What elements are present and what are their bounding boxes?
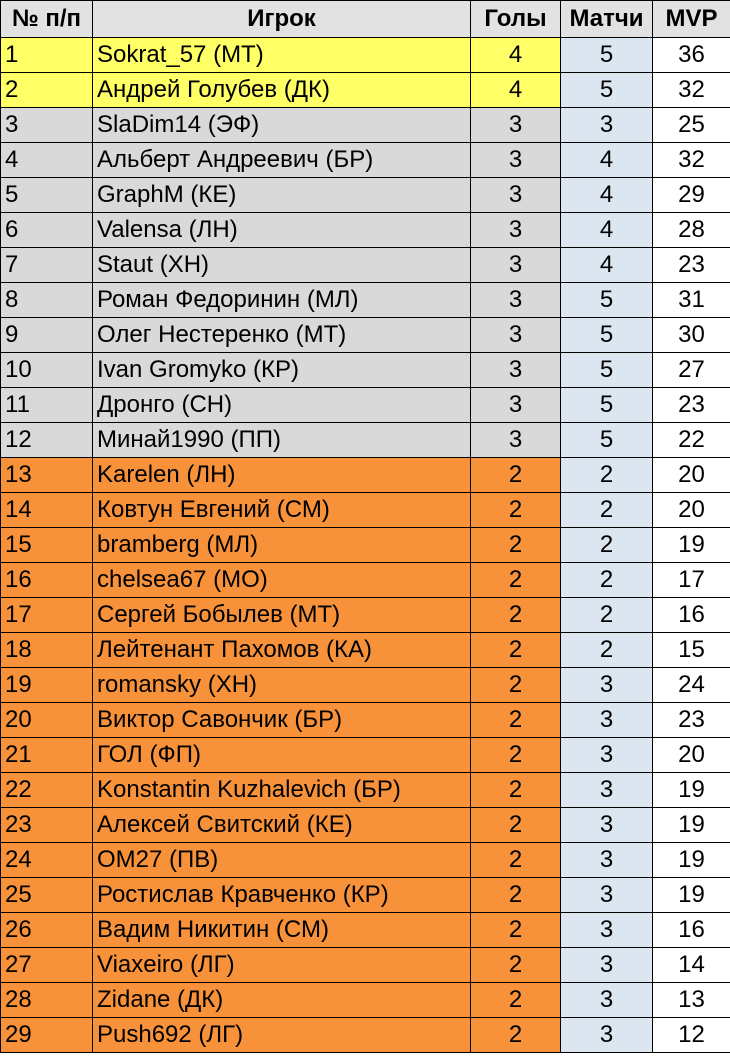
cell-num: 22 [1,773,93,808]
cell-num: 21 [1,738,93,773]
cell-num: 13 [1,458,93,493]
cell-matches: 3 [561,808,653,843]
cell-num: 20 [1,703,93,738]
table-row [1,178,730,213]
cell-matches: 2 [561,563,653,598]
header-mvp: MVP [653,1,730,38]
header-matches: Матчи [561,1,653,38]
cell-mvp: 27 [653,353,730,388]
table-row [1,668,730,703]
cell-matches: 5 [561,73,653,108]
cell-goals: 3 [471,283,561,318]
cell-matches: 3 [561,773,653,808]
cell-num: 12 [1,423,93,458]
cell-player: ГОЛ (ФП) [93,738,471,773]
cell-player: Дронго (СН) [93,388,471,423]
table-row [1,213,730,248]
cell-matches: 3 [561,983,653,1018]
cell-num: 27 [1,948,93,983]
cell-player: Viaxeiro (ЛГ) [93,948,471,983]
table-row [1,38,730,73]
cell-matches: 3 [561,703,653,738]
cell-mvp: 30 [653,318,730,353]
cell-matches: 5 [561,38,653,73]
cell-num: 3 [1,108,93,143]
cell-mvp: 19 [653,843,730,878]
table-row [1,388,730,423]
cell-mvp: 19 [653,808,730,843]
cell-mvp: 23 [653,388,730,423]
cell-matches: 2 [561,528,653,563]
cell-player: chelsea67 (МО) [93,563,471,598]
cell-player: SlaDim14 (ЭФ) [93,108,471,143]
cell-goals: 2 [471,843,561,878]
cell-player: Альберт Андреевич (БР) [93,143,471,178]
cell-num: 7 [1,248,93,283]
cell-mvp: 23 [653,703,730,738]
cell-player: Konstantin Kuzhalevich (БР) [93,773,471,808]
cell-num: 2 [1,73,93,108]
header-goals: Голы [471,1,561,38]
cell-num: 19 [1,668,93,703]
cell-player: romansky (ХН) [93,668,471,703]
cell-player: Karelen (ЛН) [93,458,471,493]
cell-player: Вадим Никитин (СМ) [93,913,471,948]
cell-num: 10 [1,353,93,388]
table-row [1,808,730,843]
table-row [1,948,730,983]
table-row [1,528,730,563]
cell-player: GraphM (КЕ) [93,178,471,213]
table-row [1,773,730,808]
table-row [1,493,730,528]
cell-player: Роман Федоринин (МЛ) [93,283,471,318]
cell-player: Staut (ХН) [93,248,471,283]
table-row [1,1018,730,1053]
cell-player: Zidane (ДК) [93,983,471,1018]
table-header [1,1,730,38]
cell-mvp: 19 [653,878,730,913]
table-row [1,283,730,318]
cell-mvp: 24 [653,668,730,703]
cell-matches: 3 [561,1018,653,1053]
table-row [1,353,730,388]
cell-goals: 4 [471,38,561,73]
cell-goals: 2 [471,808,561,843]
cell-mvp: 20 [653,458,730,493]
table-row [1,703,730,738]
cell-goals: 2 [471,493,561,528]
cell-matches: 5 [561,318,653,353]
table-row [1,143,730,178]
cell-player: Минай1990 (ПП) [93,423,471,458]
cell-num: 5 [1,178,93,213]
table-row [1,983,730,1018]
cell-mvp: 14 [653,948,730,983]
table-body [1,38,730,1053]
cell-player: bramberg (МЛ) [93,528,471,563]
cell-num: 29 [1,1018,93,1053]
cell-goals: 2 [471,703,561,738]
cell-num: 26 [1,913,93,948]
cell-num: 9 [1,318,93,353]
cell-mvp: 29 [653,178,730,213]
cell-goals: 2 [471,983,561,1018]
cell-matches: 3 [561,738,653,773]
cell-matches: 3 [561,668,653,703]
cell-num: 1 [1,38,93,73]
table-row [1,843,730,878]
cell-num: 4 [1,143,93,178]
cell-mvp: 19 [653,773,730,808]
cell-matches: 5 [561,283,653,318]
cell-num: 23 [1,808,93,843]
cell-mvp: 20 [653,738,730,773]
cell-mvp: 20 [653,493,730,528]
table-row [1,598,730,633]
cell-goals: 2 [471,773,561,808]
cell-mvp: 12 [653,1018,730,1053]
cell-goals: 3 [471,143,561,178]
cell-mvp: 13 [653,983,730,1018]
cell-mvp: 28 [653,213,730,248]
cell-matches: 3 [561,108,653,143]
cell-matches: 3 [561,878,653,913]
cell-num: 16 [1,563,93,598]
cell-goals: 2 [471,528,561,563]
cell-matches: 5 [561,423,653,458]
table-row [1,878,730,913]
cell-player: Лейтенант Пахомов (КА) [93,633,471,668]
cell-num: 8 [1,283,93,318]
cell-goals: 3 [471,213,561,248]
table-row [1,248,730,283]
cell-mvp: 16 [653,598,730,633]
cell-num: 14 [1,493,93,528]
cell-goals: 4 [471,73,561,108]
header-row [1,1,730,38]
cell-player: ОМ27 (ПВ) [93,843,471,878]
cell-player: Ковтун Евгений (СМ) [93,493,471,528]
cell-mvp: 15 [653,633,730,668]
cell-goals: 3 [471,388,561,423]
cell-matches: 2 [561,633,653,668]
cell-player: Ivan Gromyko (КР) [93,353,471,388]
cell-matches: 4 [561,213,653,248]
cell-player: Алексей Свитский (КЕ) [93,808,471,843]
table-row [1,318,730,353]
cell-goals: 2 [471,633,561,668]
cell-mvp: 17 [653,563,730,598]
cell-num: 28 [1,983,93,1018]
cell-matches: 4 [561,178,653,213]
cell-mvp: 23 [653,248,730,283]
cell-goals: 2 [471,598,561,633]
cell-mvp: 16 [653,913,730,948]
cell-player: Виктор Савончик (БР) [93,703,471,738]
cell-player: Push692 (ЛГ) [93,1018,471,1053]
cell-goals: 2 [471,738,561,773]
cell-goals: 2 [471,458,561,493]
cell-matches: 2 [561,493,653,528]
cell-mvp: 32 [653,143,730,178]
cell-mvp: 19 [653,528,730,563]
table-row [1,458,730,493]
cell-goals: 3 [471,353,561,388]
cell-goals: 2 [471,913,561,948]
cell-mvp: 36 [653,38,730,73]
header-player: Игрок [93,1,471,38]
table-row [1,563,730,598]
table-row [1,633,730,668]
cell-num: 15 [1,528,93,563]
cell-mvp: 32 [653,73,730,108]
cell-player: Сергей Бобылев (МТ) [93,598,471,633]
cell-matches: 4 [561,143,653,178]
header-num: № п/п [1,1,93,38]
table-row [1,738,730,773]
cell-goals: 2 [471,878,561,913]
table-row [1,108,730,143]
cell-player: Valensa (ЛН) [93,213,471,248]
cell-goals: 3 [471,248,561,283]
cell-num: 6 [1,213,93,248]
cell-matches: 2 [561,598,653,633]
cell-goals: 2 [471,668,561,703]
cell-player: Ростислав Кравченко (КР) [93,878,471,913]
table-row [1,73,730,108]
cell-matches: 4 [561,248,653,283]
cell-goals: 3 [471,318,561,353]
cell-goals: 3 [471,178,561,213]
table-row [1,423,730,458]
cell-goals: 3 [471,423,561,458]
cell-goals: 2 [471,1018,561,1053]
cell-mvp: 31 [653,283,730,318]
cell-matches: 3 [561,843,653,878]
cell-num: 24 [1,843,93,878]
cell-matches: 5 [561,388,653,423]
cell-num: 11 [1,388,93,423]
cell-num: 17 [1,598,93,633]
cell-player: Олег Нестеренко (МТ) [93,318,471,353]
cell-goals: 3 [471,108,561,143]
cell-matches: 2 [561,458,653,493]
cell-matches: 5 [561,353,653,388]
cell-num: 18 [1,633,93,668]
cell-player: Sokrat_57 (МТ) [93,38,471,73]
table-row [1,913,730,948]
cell-matches: 3 [561,948,653,983]
cell-matches: 3 [561,913,653,948]
cell-num: 25 [1,878,93,913]
cell-goals: 2 [471,948,561,983]
cell-player: Андрей Голубев (ДК) [93,73,471,108]
cell-mvp: 22 [653,423,730,458]
cell-goals: 2 [471,563,561,598]
cell-mvp: 25 [653,108,730,143]
